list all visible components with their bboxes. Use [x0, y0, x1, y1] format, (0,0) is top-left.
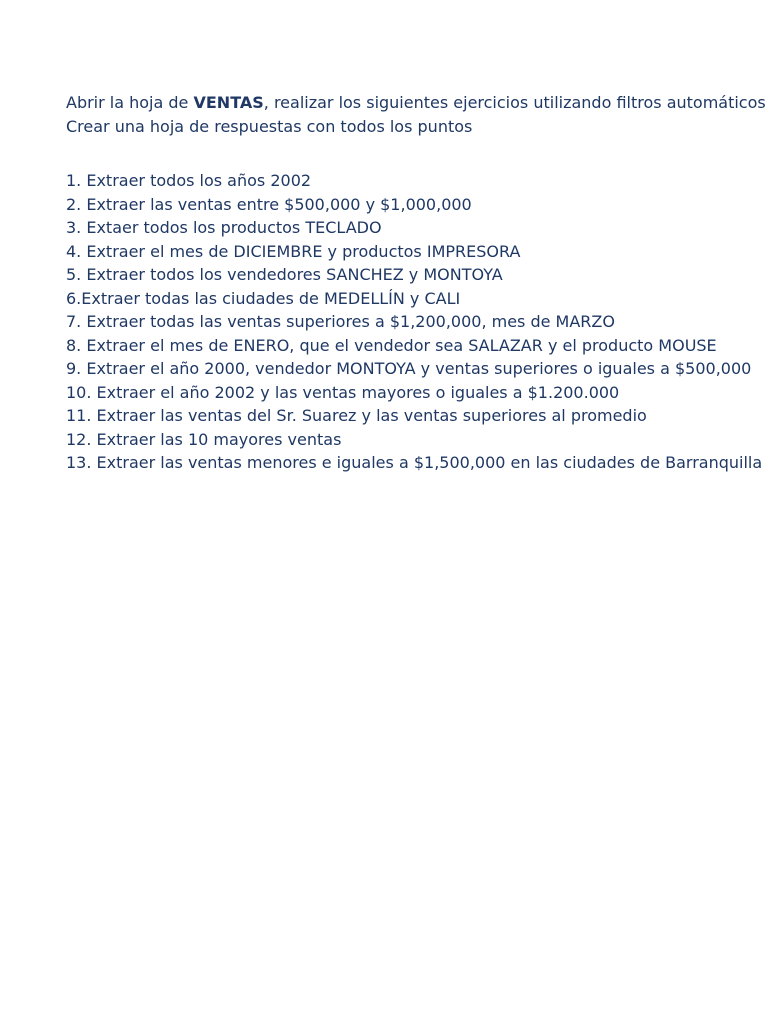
intro-line-1	[66, 91, 766, 115]
exercise-item: 7. Extraer todas las ventas superiores a $1,200,000, mes de MARZO	[66, 312, 615, 331]
intro-line-2: Crear una hoja de respuestas con todos los puntos	[66, 116, 473, 136]
sheet-name: VENTAS	[193, 93, 264, 112]
intro-prefix: Abrir la hoja de	[66, 93, 194, 112]
exercise-item: 2. Extraer las ventas entre $500,000 y $1,000,000	[66, 194, 472, 214]
exercise-item: 13. Extraer las ventas menores e iguales a $1,500,000 en las ciudades de Barranquilla	[66, 453, 763, 472]
exercise-item: 3. Extaer todos los productos TECLADO	[66, 218, 382, 237]
exercise-item: 4. Extraer el mes de DICIEMBRE y productos IMPRESORA	[66, 241, 521, 261]
exercise-item: 8. Extraer el mes de ENERO, que el vendedor sea SALAZAR y el producto MOUSE	[66, 335, 717, 355]
exercise-item: 12. Extraer las 10 mayores ventas	[66, 429, 342, 449]
exercise-item: 6.Extraer todas las ciudades de MEDELLÍN y CALI	[66, 288, 461, 308]
exercise-item: 1. Extraer todos los años 2002	[66, 171, 312, 190]
document-text	[66, 91, 766, 475]
exercise-item: 9. Extraer el año 2000, vendedor MONTOYA y ventas superiores o iguales a $500,000	[66, 359, 752, 378]
exercise-item: 11. Extraer las ventas del Sr. Suarez y las ventas superiores al promedio	[66, 406, 647, 425]
exercise-item: 10. Extraer el año 2002 y las ventas mayores o iguales a $1.200.000	[66, 382, 620, 402]
exercise-item: 5. Extraer todos los vendedores SANCHEZ y MONTOYA	[66, 265, 503, 284]
intro-suffix: , realizar los siguientes ejercicios utilizando filtros automáticos	[263, 93, 766, 112]
